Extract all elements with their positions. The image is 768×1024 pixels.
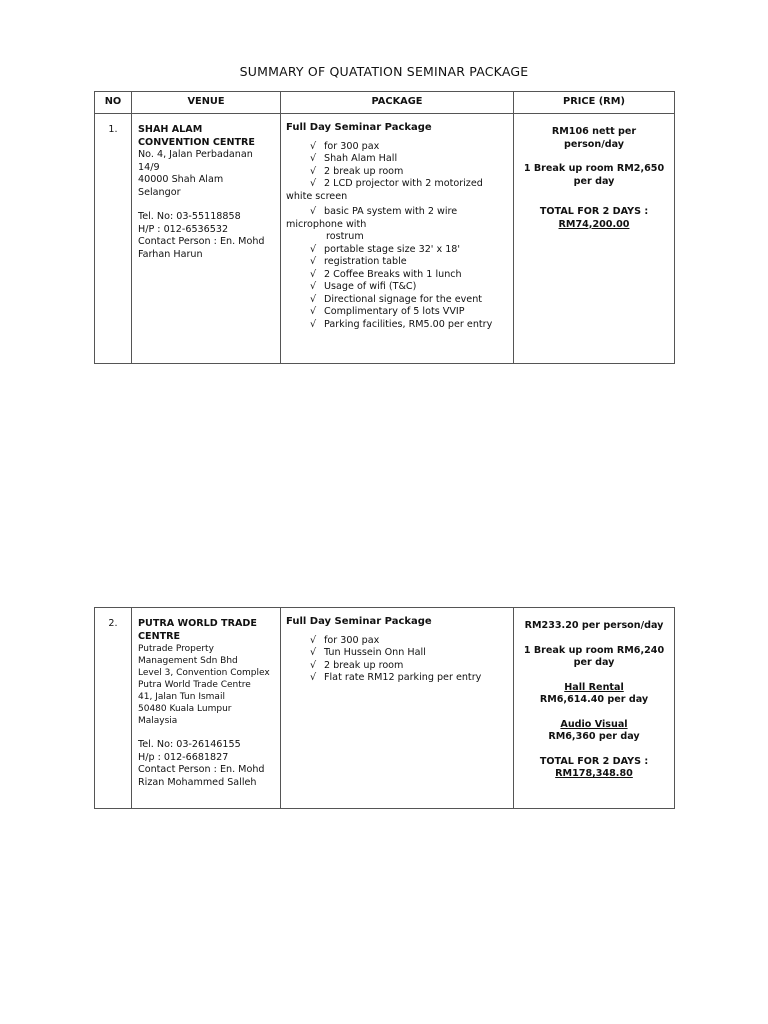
total-label: TOTAL FOR 2 DAYS :: [539, 755, 649, 767]
package-item: √ for 300 pax: [310, 140, 380, 152]
contact-person-name: Rizan Mohammed Salleh: [138, 776, 257, 788]
package-item: √ Flat rate RM12 parking per entry: [310, 672, 482, 683]
price-per-person: person/day: [563, 138, 625, 150]
address-line: Putrade Property: [138, 644, 214, 654]
package-item: √ Shah Alam Hall: [310, 153, 398, 164]
address-line: Management Sdn Bhd: [138, 656, 238, 666]
hall-rental-price: RM6,614.40 per day: [539, 694, 649, 705]
package-item: √ registration table: [310, 256, 407, 267]
contact-hp: H/P : 012-6536532: [138, 223, 229, 235]
total-amount: RM74,200.00: [558, 218, 630, 230]
total-amount: RM178,348.80: [555, 768, 633, 779]
header-package: PACKAGE: [281, 92, 514, 114]
check-icon: √: [310, 178, 317, 189]
price-per-person: RM233.20 per person/day: [524, 620, 664, 631]
venue-cell: [132, 114, 281, 364]
check-icon: √: [310, 634, 317, 646]
address-line: Level 3, Convention Complex: [138, 668, 270, 678]
contact-tel: Tel. No: 03-55118858: [138, 211, 241, 222]
check-icon: √: [310, 243, 317, 255]
contact-hp: H/p : 012-6681827: [138, 751, 229, 763]
address-line: Selangor: [138, 186, 181, 198]
package-title: Full Day Seminar Package: [286, 616, 432, 627]
address-line: No. 4, Jalan Perbadanan: [138, 149, 253, 160]
address-line: Malaysia: [138, 716, 178, 726]
contact-tel: Tel. No: 03-26146155: [138, 739, 241, 750]
package-item: √ Tun Hussein Onn Hall: [310, 647, 426, 658]
address-line: 50480 Kuala Lumpur: [138, 704, 232, 714]
check-icon: √: [310, 268, 317, 280]
quotation-table-2: [94, 607, 675, 809]
check-icon: √: [310, 281, 317, 292]
package-title: Full Day Seminar Package: [286, 122, 432, 133]
address-line: 41, Jalan Tun Ismail: [138, 692, 225, 702]
venue-cell: [132, 608, 281, 809]
header-price: PRICE (RM): [514, 92, 675, 114]
package-item: √ Complimentary of 5 lots VVIP: [310, 306, 465, 317]
check-icon: √: [310, 140, 317, 152]
breakup-room-price: 1 Break up room RM6,240: [523, 644, 665, 656]
price-cell: [514, 114, 675, 364]
package-item: √ Usage of wifi (T&C): [310, 281, 417, 292]
total-label: TOTAL FOR 2 DAYS :: [539, 206, 649, 217]
venue-name-line: SHAH ALAM: [138, 124, 203, 135]
check-icon: √: [310, 672, 317, 683]
check-icon: √: [310, 256, 317, 267]
table-header-row: [95, 92, 675, 114]
package-item: √ portable stage size 32' x 18': [310, 243, 461, 255]
breakup-room-price: 1 Break up room RM2,650: [523, 163, 665, 174]
check-icon: √: [310, 206, 317, 217]
address-line: 40000 Shah Alam: [138, 174, 224, 185]
package-item: √ 2 LCD projector with 2 motorized: [310, 178, 483, 189]
row-number: 2.: [95, 608, 132, 809]
package-item: √ Directional signage for the event: [310, 293, 483, 305]
check-icon: √: [310, 659, 317, 671]
package-cell: [281, 114, 514, 364]
check-icon: √: [310, 293, 317, 305]
audio-visual-price: RM6,360 per day: [548, 731, 640, 742]
row-number: 1.: [95, 114, 132, 364]
hall-rental-label: Hall Rental: [564, 681, 624, 693]
package-item: √ 2 Coffee Breaks with 1 lunch: [310, 268, 462, 280]
package-item-continued: microphone with: [286, 218, 367, 230]
package-item: √ 2 break up room: [310, 165, 404, 177]
check-icon: √: [310, 153, 317, 164]
table-row: [95, 114, 675, 364]
address-line: Putra World Trade Centre: [138, 680, 251, 690]
check-icon: √: [310, 165, 317, 177]
audio-visual-label: Audio Visual: [560, 718, 628, 730]
contact-person: Contact Person : En. Mohd: [138, 236, 265, 247]
package-item: √ for 300 pax: [310, 634, 380, 646]
package-cell: [281, 608, 514, 809]
breakup-room-price: per day: [573, 175, 615, 187]
venue-name-line: CENTRE: [138, 630, 181, 642]
header-no: NO: [95, 92, 132, 114]
price-per-person: RM106 nett per: [551, 126, 637, 137]
table-row: [95, 608, 675, 809]
package-item: √ Parking facilities, RM5.00 per entry: [310, 318, 493, 330]
address-line: 14/9: [138, 161, 160, 173]
check-icon: √: [310, 647, 317, 658]
package-item: √ 2 break up room: [310, 659, 404, 671]
header-venue: VENUE: [132, 92, 281, 114]
package-item: √ basic PA system with 2 wire: [310, 206, 458, 217]
contact-person-name: Farhan Harun: [138, 248, 203, 260]
package-item-continued: white screen: [286, 190, 348, 202]
check-icon: √: [310, 306, 317, 317]
package-item-continued: rostrum: [326, 231, 364, 242]
breakup-room-price: per day: [573, 657, 615, 668]
contact-person: Contact Person : En. Mohd: [138, 764, 265, 775]
quotation-table-1: [94, 91, 675, 364]
document-title: SUMMARY OF QUATATION SEMINAR PACKAGE: [239, 64, 529, 79]
venue-name-line: CONVENTION CENTRE: [138, 136, 255, 148]
price-cell: [514, 608, 675, 809]
venue-name-line: PUTRA WORLD TRADE: [138, 618, 257, 629]
check-icon: √: [310, 318, 317, 330]
